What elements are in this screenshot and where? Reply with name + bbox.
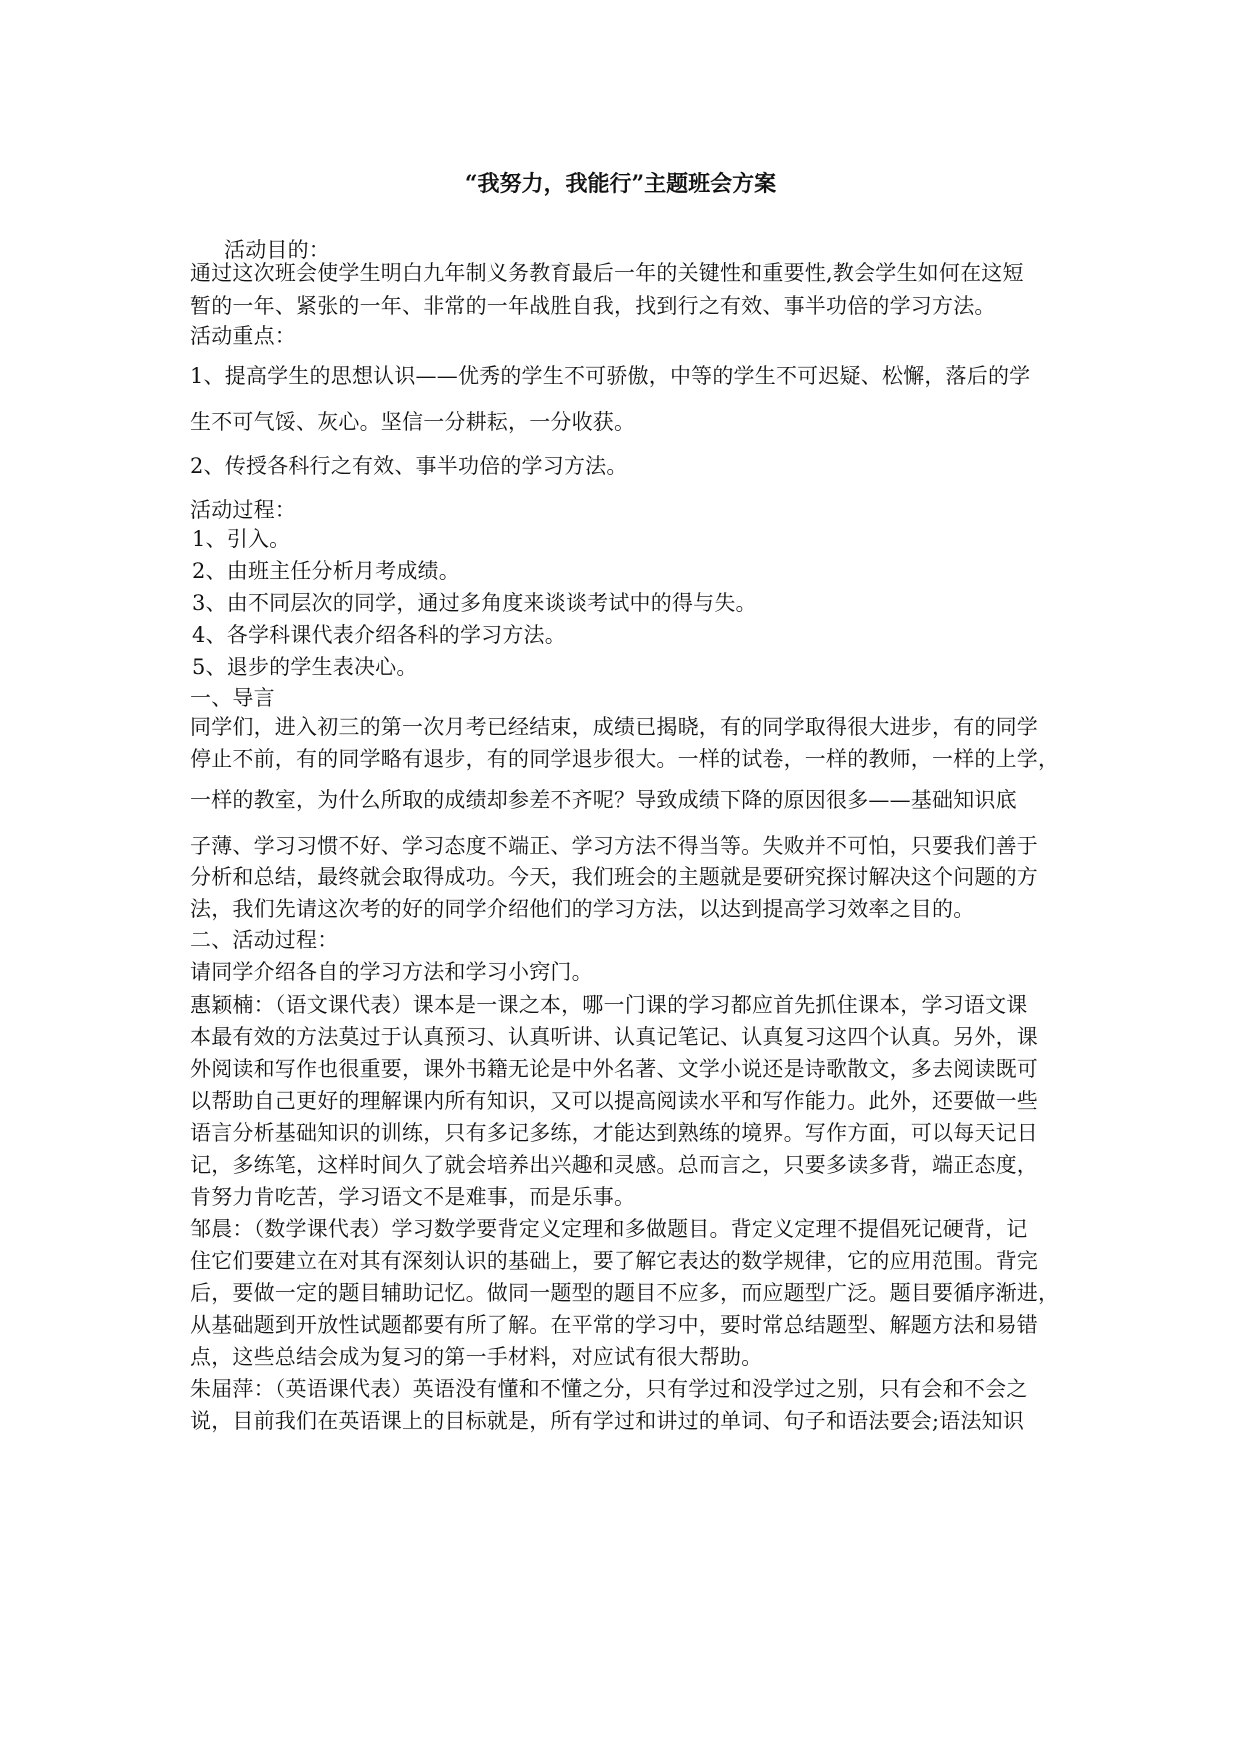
text-line: 2、传授各科行之有效、事半功倍的学习方法。 [190, 454, 628, 478]
text-line: 活动重点： [190, 324, 296, 348]
text-line: 3、由不同层次的同学，通过多角度来谈谈考试中的得与失。 [192, 591, 757, 615]
text-line: 活动目的： [224, 238, 330, 262]
text-line: 4、各学科课代表介绍各科的学习方法。 [192, 623, 566, 647]
text-line: 二、活动过程： [190, 928, 339, 952]
text-line: 1、引入。 [192, 527, 291, 551]
text-line: 记，多练笔，这样时间久了就会培养出兴趣和灵感。总而言之，只要多读多背，端正态度， [190, 1153, 1038, 1177]
text-line: 后，要做一定的题目辅助记忆。做同一题型的题目不应多，而应题型广泛。题目要循序渐进， [190, 1281, 1060, 1305]
text-line: 以帮助自己更好的理解课内所有知识，又可以提高阅读水平和写作能力。此外，还要做一些 [190, 1089, 1038, 1113]
text-line: 点，这些总结会成为复习的第一手材料，对应试有很大帮助。 [190, 1345, 763, 1369]
document-title: “我努力，我能行”主题班会方案 [464, 171, 777, 197]
text-line: 肯努力肯吃苦，学习语文不是难事，而是乐事。 [190, 1185, 636, 1209]
text-line: 请同学介绍各自的学习方法和学习小窍门。 [190, 960, 593, 984]
text-line: 分析和总结，最终就会取得成功。今天，我们班会的主题就是要研究探讨解决这个问题的方 [190, 865, 1038, 889]
text-line: 生不可气馁、灰心。坚信一分耕耘，一分收获。 [190, 410, 636, 434]
text-line: 5、退步的学生表决心。 [192, 655, 418, 679]
text-line: 暂的一年、紧张的一年、非常的一年战胜自我，找到行之有效、事半功倍的学习方法。 [190, 294, 996, 318]
text-line: 说，目前我们在英语课上的目标就是，所有学过和讲过的单词、句子和语法要会;语法知识 [190, 1409, 1025, 1433]
text-line: 住它们要建立在对其有深刻认识的基础上，要了解它表达的数学规律，它的应用范围。背完 [190, 1249, 1038, 1273]
text-line: 通过这次班会使学生明白九年制义务教育最后一年的关键性和重要性,教会学生如何在这短 [190, 261, 1024, 285]
text-line: 语言分析基础知识的训练，只有多记多练，才能达到熟练的境界。写作方面，可以每天记日 [190, 1121, 1038, 1145]
text-line: 一、导言 [190, 686, 275, 710]
text-line: 邹晨：（数学课代表）学习数学要背定义定理和多做题目。背定义定理不提倡死记硬背，记 [190, 1217, 1028, 1241]
text-line: 外阅读和写作也很重要，课外书籍无论是中外名著、文学小说还是诗歌散文，多去阅读既可 [190, 1057, 1038, 1081]
text-line: 2、由班主任分析月考成绩。 [192, 559, 460, 583]
text-line: 惠颖楠：（语文课代表）课本是一课之本，哪一门课的学习都应首先抓住课本，学习语文课 [190, 993, 1028, 1017]
text-line: 朱届萍：（英语课代表）英语没有懂和不懂之分，只有学过和没学过之别，只有会和不会之 [190, 1377, 1028, 1401]
text-line: 一样的教室，为什么所取的成绩却参差不齐呢？导致成绩下降的原因很多——基础知识底 [190, 788, 1017, 812]
text-line: 1、提高学生的思想认识——优秀的学生不可骄傲，中等的学生不可迟疑、松懈，落后的学 [190, 364, 1031, 388]
text-line: 子薄、学习习惯不好、学习态度不端正、学习方法不得当等。失败并不可怕，只要我们善于 [190, 834, 1038, 858]
text-line: 同学们，进入初三的第一次月考已经结束，成绩已揭晓，有的同学取得很大进步，有的同学 [190, 715, 1038, 739]
text-line: 法，我们先请这次考的好的同学介绍他们的学习方法，以达到提高学习效率之目的。 [190, 897, 975, 921]
text-line: 停止不前，有的同学略有退步，有的同学退步很大。一样的试卷，一样的教师，一样的上学， [190, 747, 1060, 771]
text-line: 活动过程： [190, 498, 296, 522]
text-line: 本最有效的方法莫过于认真预习、认真听讲、认真记笔记、认真复习这四个认真。另外，课 [190, 1025, 1038, 1049]
text-line: 从基础题到开放性试题都要有所了解。在平常的学习中，要时常总结题型、解题方法和易错 [190, 1313, 1038, 1337]
